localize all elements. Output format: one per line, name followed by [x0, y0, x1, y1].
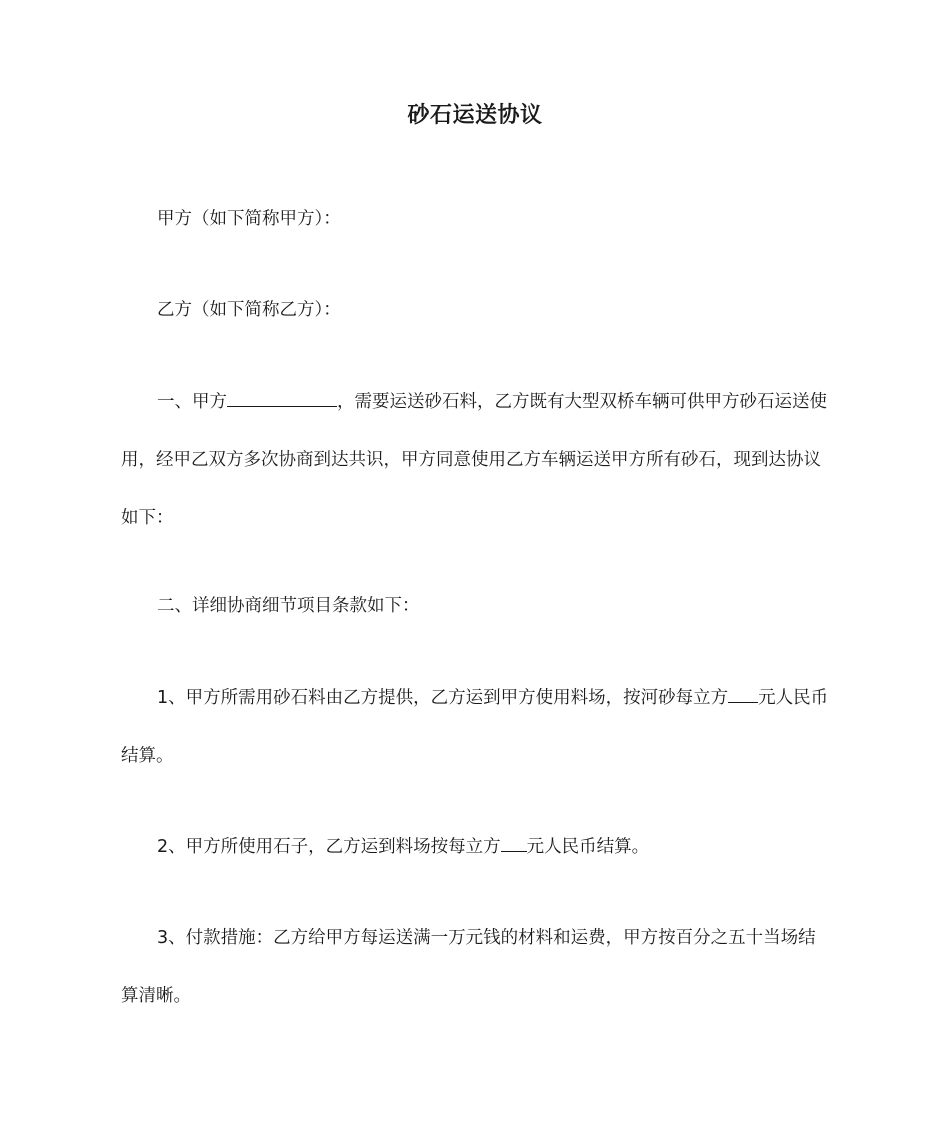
- blank-underline: [227, 390, 337, 407]
- item-1: [121, 669, 831, 785]
- item-3: 3、付款措施：乙方给甲方每运送满一万元钱的材料和运费，甲方按百分之五十当场结算清晰。: [121, 928, 816, 1006]
- item-2-suffix: 元人民币结算。: [526, 837, 650, 857]
- clause-1: [121, 373, 831, 547]
- item-2: [121, 818, 831, 876]
- clause-2: 二、详细协商细节项目条款如下：: [157, 596, 420, 616]
- item-1-suffix: 元人民币结算。: [121, 688, 829, 766]
- item-1-prefix: 1、甲方所需用砂石料由乙方提供，乙方运到甲方使用料场，按河砂每立方: [157, 688, 729, 708]
- item-2-prefix: 2、甲方所使用石子，乙方运到料场按每立方: [157, 837, 501, 857]
- blank-underline: [728, 686, 758, 703]
- clause-1-text: ，需要运送砂石料，乙方既有大型双桥车辆可供甲方砂石运送使用，经甲乙双方多次协商到达共识，甲方同意使用乙方车辆运送甲方所有砂石，现到达协议如下：: [121, 392, 827, 528]
- document-title: 砂石运送协议: [407, 103, 543, 128]
- party-a-line: 甲方（如下简称甲方）：: [157, 209, 341, 229]
- clause-1-prefix: 一、甲方: [157, 392, 227, 412]
- blank-underline: [501, 835, 527, 852]
- party-b-line: 乙方（如下简称乙方）：: [157, 300, 341, 320]
